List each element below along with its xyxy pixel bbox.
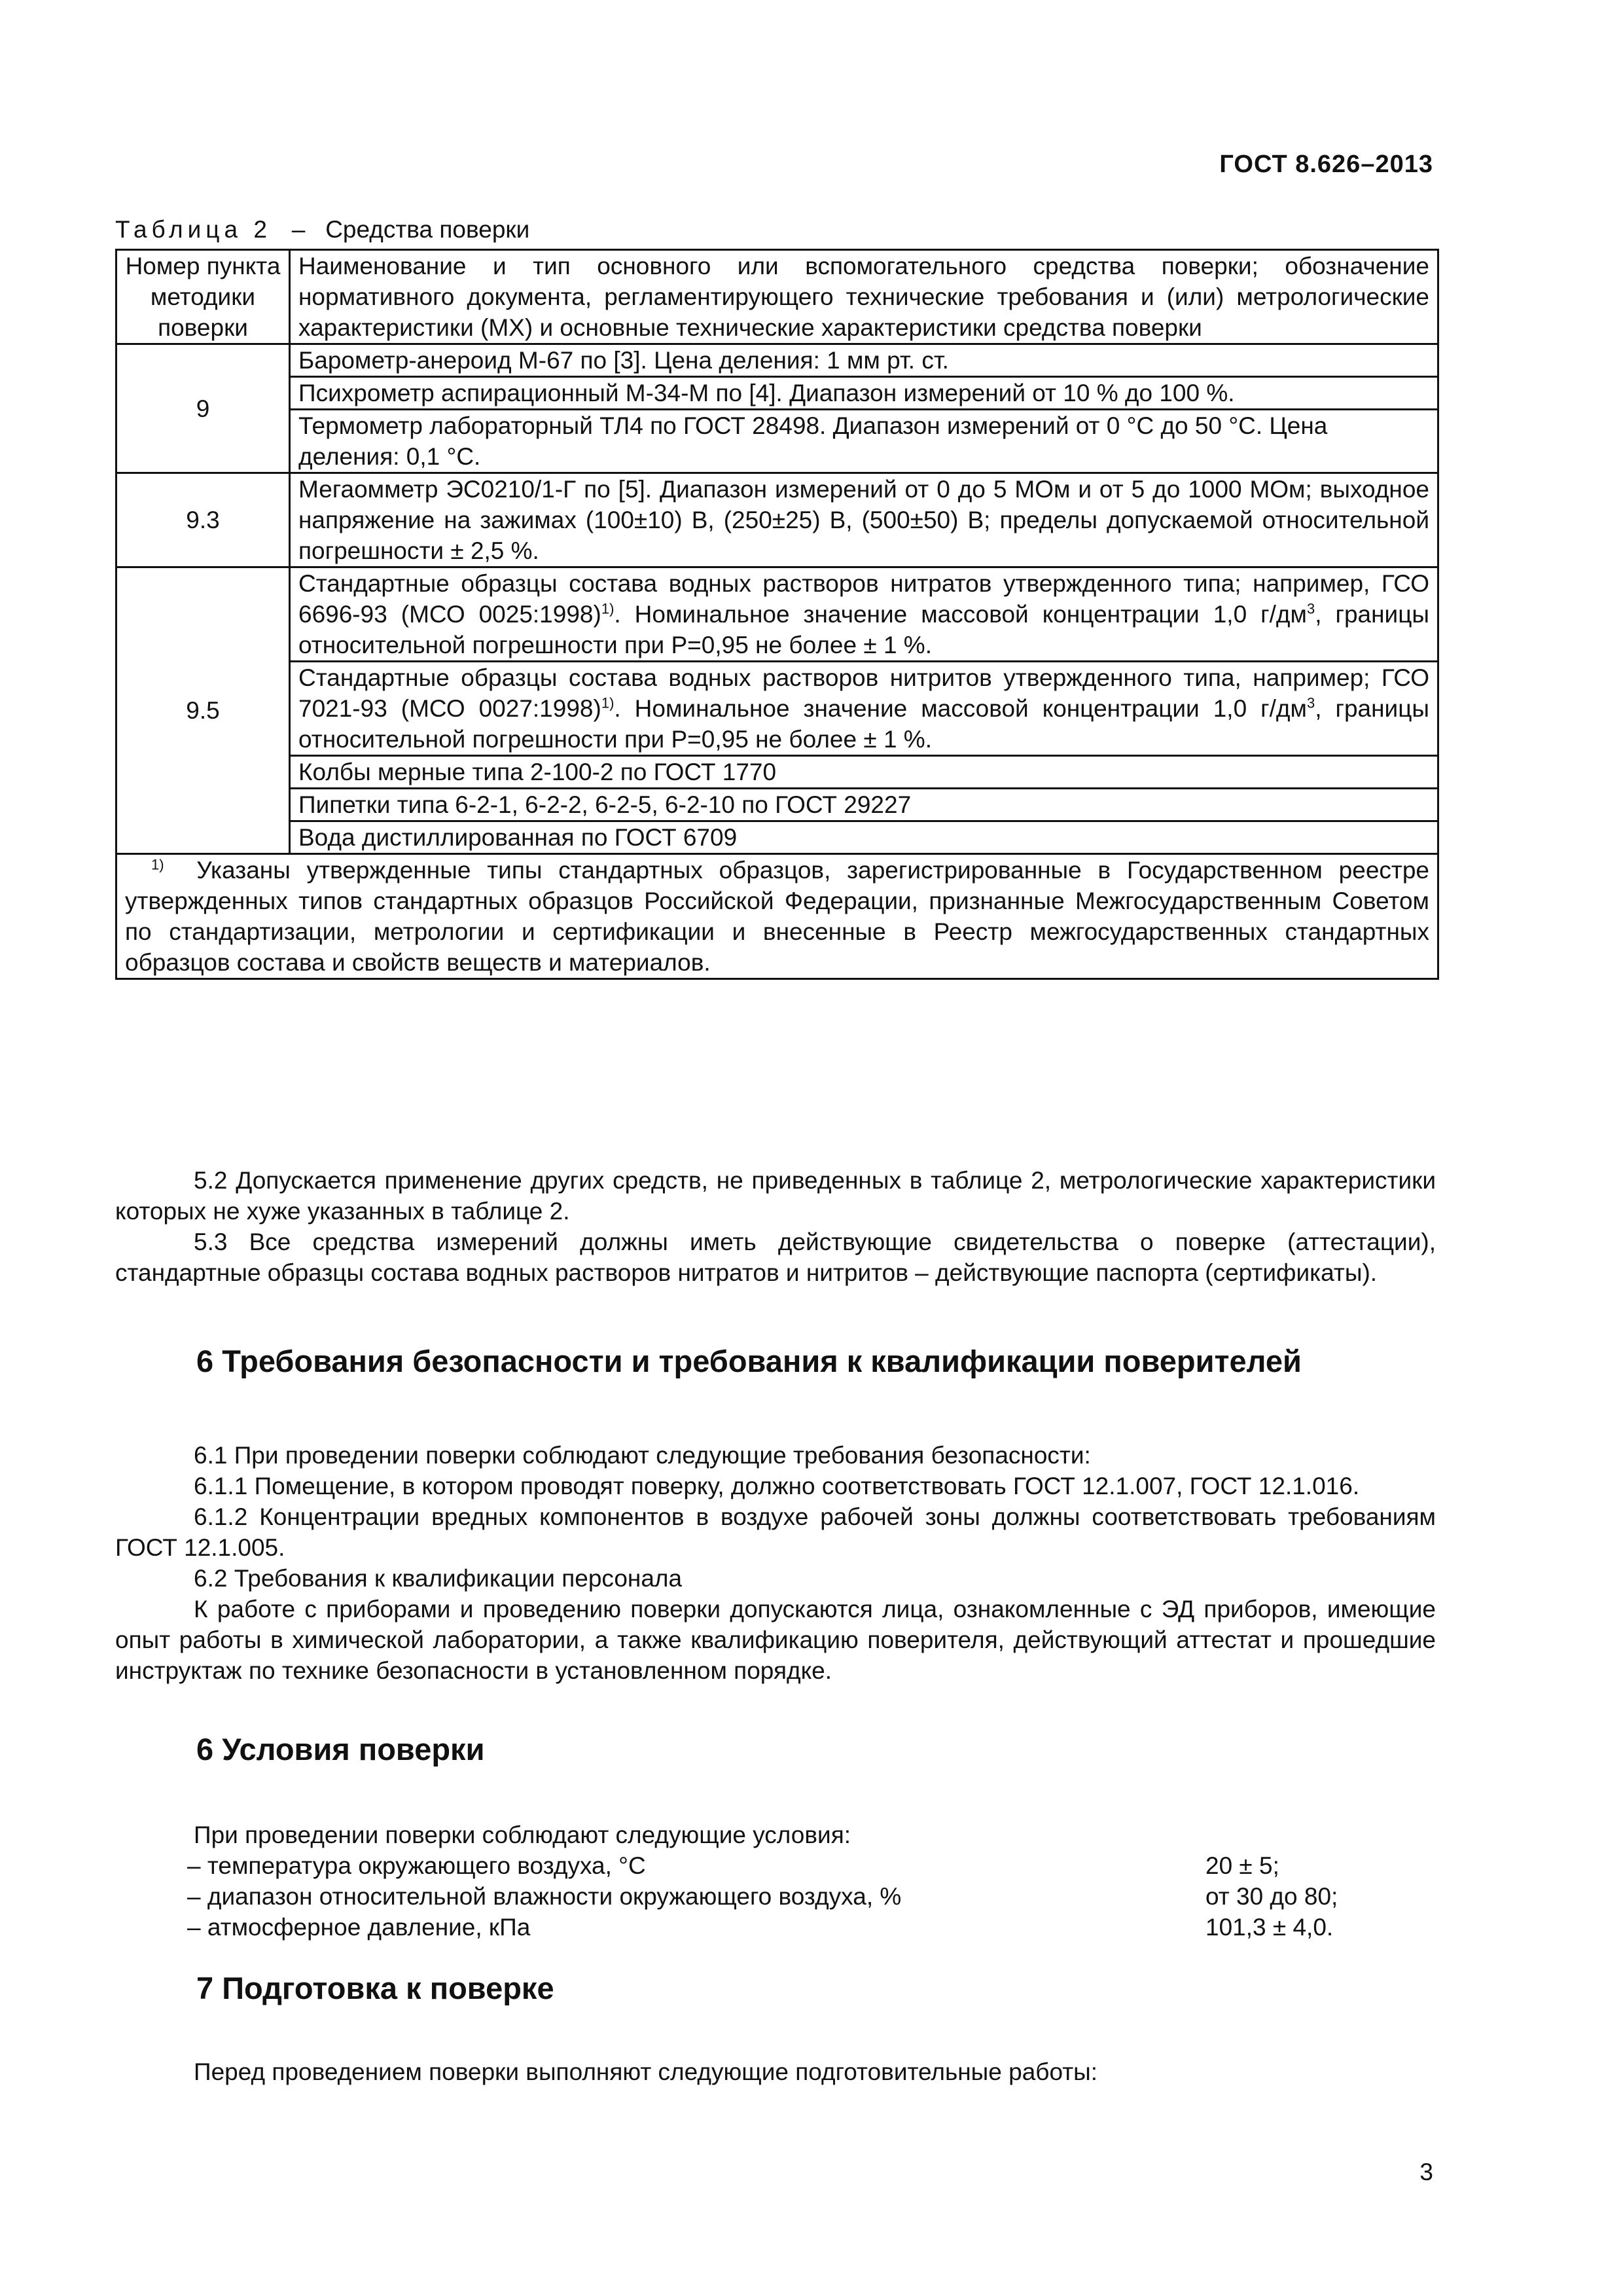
tool-cell: Мегаомметр ЭС0210/1-Г по [5]. Диапазон измерений от 0 до 5 МОм и от 5 до 1000 МОм; выходное напряжение на зажимах (100±10) В, (250±25) В, (500±50) В; пределы допускаемой относительной погрешности ± 2,5 %. <box>290 473 1438 567</box>
table-caption <box>115 216 529 243</box>
paragraph-6-1: 6.1 При проведении поверки соблюдают следующие требования безопасности: <box>194 1442 1091 1469</box>
condition-row <box>187 1912 1334 1943</box>
tool-cell: Барометр-анероид М-67 по [3]. Цена деления: 1 мм рт. ст. <box>290 344 1438 377</box>
table-row <box>116 567 1438 662</box>
tool-text: Номинальное значение массовой концентрации 1,0 г/дм <box>634 695 1307 722</box>
section-heading-conditions: 6 Условия поверки <box>196 1732 485 1767</box>
paragraph-6-2: 6.2 Требования к квалификации персонала <box>194 1565 683 1592</box>
column-header-item-number: Номер пункта методики поверки <box>116 250 290 344</box>
item-number-cell: 9 <box>116 344 290 473</box>
table-footnote <box>116 854 1438 979</box>
table-row <box>116 473 1438 567</box>
column-header-tool-description: Наименование и тип основного или вспомогательного средства поверки; обозначение нормативного документа, регламентирующего технические требования и (или) метрологические характеристики (МХ) и основные технические характеристики средства поверки <box>290 250 1438 344</box>
condition-row <box>187 1850 1279 1881</box>
page-number: 3 <box>1419 2159 1433 2185</box>
condition-value: от 30 до 80; <box>1205 1883 1338 1910</box>
tool-cell: Психрометр аспирационный М-34-М по [4]. Диапазон измерений от 10 % до 100 %. <box>290 377 1438 410</box>
paragraph-6-2-text: К работе с приборами и проведению поверки допускаются лица, ознакомленные с ЭД приборов, имеющие опыт работы в химической лаборатории, а также квалификацию поверителя, действующий аттестат и прошедшие инструктаж по технике безопасности в установленном порядке. <box>115 1596 1436 1684</box>
tool-text: , границы относительной погрешности при Р=0,95 не более ± 1 %. <box>298 695 1430 753</box>
footnote-mark: 1) <box>151 856 164 873</box>
dot: . <box>614 601 621 628</box>
table-row <box>116 821 1438 854</box>
item-number-cell: 9.3 <box>116 473 290 567</box>
table-caption-dash: – <box>291 216 306 243</box>
tool-text: , границы относительной погрешности при Р=0,95 не более ± 1 %. <box>298 601 1430 658</box>
dot: . <box>614 695 621 722</box>
document-id: ГОСТ 8.626–2013 <box>1219 151 1433 178</box>
footnote-ref: 1) <box>601 600 615 617</box>
table-footnote-row <box>116 854 1438 979</box>
tool-cell: Термометр лабораторный ТЛ4 по ГОСТ 28498. Диапазон измерений от 0 °С до 50 °С. Цена деления: 0,1 °С. <box>290 410 1438 473</box>
table-row <box>116 756 1438 789</box>
verification-tools-table <box>115 249 1439 980</box>
table-caption-title: Средства поверки <box>325 216 530 243</box>
section-heading-safety: 6 Требования безопасности и требования к квалификации поверителей <box>196 1344 1302 1378</box>
tool-cell <box>290 567 1438 662</box>
condition-label: – атмосферное давление, кПа <box>187 1914 531 1941</box>
tool-cell: Пипетки типа 6-2-1, 6-2-2, 6-2-5, 6-2-10 по ГОСТ 29227 <box>290 789 1438 821</box>
footnote-ref: 1) <box>601 694 615 711</box>
footnote-text: Указаны утвержденные типы стандартных образцов, зарегистрированные в Государственном реестре утвержденных типов стандартных образцов Российской Федерации, признанные Межгосударственным Советом по стандартизации, метрологии и сертификации и внесенные в Реестр межгосударственных стандартных образцов состава и свойств веществ и материалов. <box>125 857 1429 976</box>
table-row <box>116 377 1438 410</box>
conditions-intro: При проведении поверки соблюдают следующие условия: <box>194 1821 851 1848</box>
paragraph-5-2: 5.2 Допускается применение других средств, не приведенных в таблице 2, метрологические характеристики которых не хуже указанных в таблице 2. <box>115 1167 1436 1225</box>
cube-superscript: 3 <box>1306 600 1315 617</box>
tool-cell: Колбы мерные типа 2-100-2 по ГОСТ 1770 <box>290 756 1438 789</box>
table-row <box>116 789 1438 821</box>
cube-superscript: 3 <box>1306 694 1315 711</box>
table-row <box>116 662 1438 756</box>
item-number-cell: 9.5 <box>116 567 290 854</box>
conditions-list <box>187 1850 1338 1943</box>
condition-value: 101,3 ± 4,0. <box>1205 1914 1334 1941</box>
conditions-intro-block <box>115 1820 1436 1850</box>
tool-text: Номинальное значение массовой концентрации 1,0 г/дм <box>634 601 1307 628</box>
table-row <box>116 344 1438 377</box>
tool-text: Стандартные образцы состава водных растворов нитритов утвержденного типа, например; ГСО 7021-93 (МСО 0027:1998) <box>298 664 1429 722</box>
section-7-body <box>115 2056 1436 2087</box>
tool-cell <box>290 662 1438 756</box>
condition-row <box>187 1881 1338 1912</box>
table-caption-label: Таблица 2 <box>115 216 272 243</box>
condition-label: – диапазон относительной влажности окружающего воздуха, % <box>187 1883 902 1910</box>
condition-value: 20 ± 5; <box>1205 1852 1279 1879</box>
paragraph-5-3: 5.3 Все средства измерений должны иметь действующие свидетельства о поверке (аттестации), стандартные образцы состава водных растворов нитратов и нитритов – действующие паспорта (сертификаты). <box>115 1229 1436 1286</box>
paragraphs-5 <box>115 1165 1436 1288</box>
section-heading-preparation: 7 Подготовка к поверке <box>196 1971 554 2005</box>
paragraph-6-1-2: 6.1.2 Концентрации вредных компонентов в воздухе рабочей зоны должны соответствовать требованиям ГОСТ 12.1.005. <box>115 1503 1436 1561</box>
table-row <box>116 410 1438 473</box>
paragraph-6-1-1: 6.1.1 Помещение, в котором проводят поверку, должно соответствовать ГОСТ 12.1.007, ГОСТ 12.1.016. <box>194 1473 1360 1499</box>
section-6-safety-body <box>115 1440 1436 1686</box>
tool-text: Стандартные образцы состава водных растворов нитратов утвержденного типа; например, ГСО 6696-93 (МСО 0025:1998) <box>298 570 1429 628</box>
condition-label: – температура окружающего воздуха, °С <box>187 1852 646 1879</box>
tool-cell: Вода дистиллированная по ГОСТ 6709 <box>290 821 1438 854</box>
preparation-intro: Перед проведением поверки выполняют следующие подготовительные работы: <box>194 2058 1098 2085</box>
table-header-row <box>116 250 1438 344</box>
